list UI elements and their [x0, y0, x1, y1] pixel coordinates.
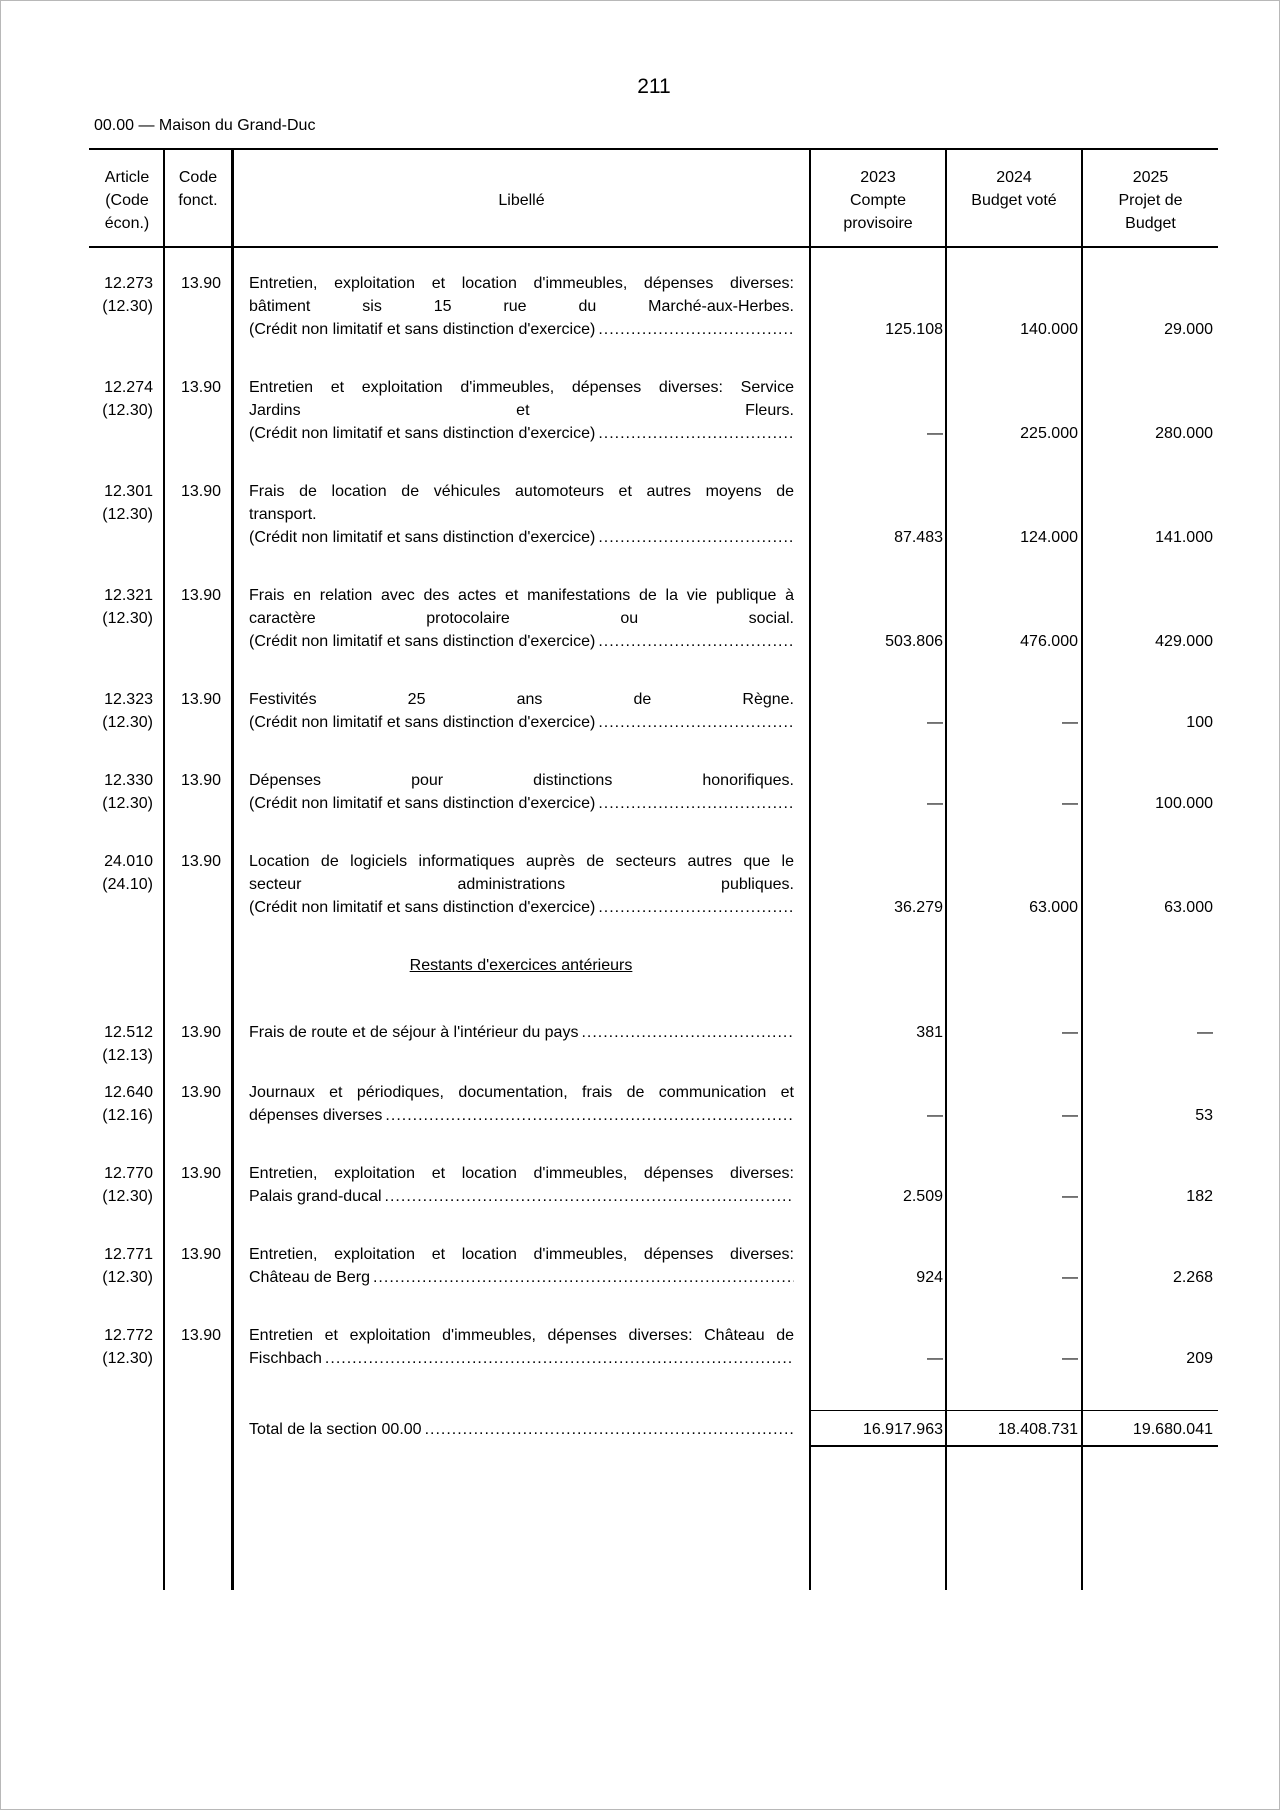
description: [249, 1021, 794, 1044]
value-2024: —: [1062, 1107, 1078, 1124]
article-code: [91, 1162, 153, 1208]
description-line: bâtiment sis 15 rue du Marché-aux-Herbes.: [249, 298, 794, 315]
total-bottom-rule: [810, 1445, 1218, 1447]
table-row: [1, 1162, 1280, 1252]
value-2025: 29.000: [1164, 321, 1213, 338]
header-bottom-rule: [89, 246, 1218, 248]
economic-code: (12.30): [102, 298, 153, 315]
description-last-line: Château de Berg .....: [249, 1266, 794, 1289]
economic-code: (12.13): [102, 1047, 153, 1064]
economic-code: (12.16): [102, 1107, 153, 1124]
functional-code: 13.90: [180, 772, 221, 789]
description-line: caractère protocolaire ou social.: [249, 610, 794, 627]
functional-code: 13.90: [180, 1327, 221, 1344]
article-code: [91, 1081, 153, 1127]
description-last-line: (Crédit non limitatif et sans distinction d'exercice) .....: [249, 422, 794, 445]
value-2024: 225.000: [1020, 425, 1078, 442]
total-label: Total de la section 00.00 .....: [249, 1418, 794, 1441]
functional-code: 13.90: [180, 379, 221, 396]
description-last-line: (Crédit non limitatif et sans distinction d'exercice) .....: [249, 526, 794, 549]
table-row: [1, 584, 1280, 674]
description: [249, 688, 794, 734]
value-2023: 381: [916, 1024, 943, 1041]
description-line: secteur administrations publiques.: [249, 876, 794, 893]
article-number: 12.640: [104, 1084, 153, 1101]
article-code: [91, 1243, 153, 1289]
value-2023: 2.509: [902, 1188, 943, 1205]
total-2024: 18.408.731: [997, 1421, 1078, 1438]
article-number: 12.301: [104, 483, 153, 500]
description: [249, 1243, 794, 1289]
description-line: Dépenses pour distinctions honorifiques.: [249, 772, 794, 789]
description-line: Entretien et exploitation d'immeubles, dépenses diverses: Château de: [249, 1327, 794, 1344]
dot-leader: [598, 896, 794, 919]
description-last-line: (Crédit non limitatif et sans distinction d'exercice) .....: [249, 630, 794, 653]
header-libelle: Libellé: [498, 192, 545, 209]
article-number: 12.770: [104, 1165, 153, 1182]
description: [249, 850, 794, 919]
value-2023: —: [927, 714, 943, 731]
value-2023: —: [927, 1350, 943, 1367]
table-row: [1, 272, 1280, 362]
article-code: [91, 1324, 153, 1370]
article-code: [91, 850, 153, 896]
value-2024: —: [1062, 795, 1078, 812]
value-2023: 503.806: [885, 633, 943, 650]
functional-code: 13.90: [180, 483, 221, 500]
section-title: 00.00 — Maison du Grand-Duc: [94, 117, 316, 134]
table-row: [1, 1081, 1280, 1171]
total-2023: 16.917.963: [862, 1421, 943, 1438]
value-2023: —: [927, 425, 943, 442]
article-code: [91, 688, 153, 734]
table-row: [1, 769, 1280, 859]
economic-code: (12.30): [102, 1269, 153, 1286]
dot-leader: [598, 422, 794, 445]
article-number: 12.323: [104, 691, 153, 708]
value-2023: 87.483: [894, 529, 943, 546]
description-last-line: (Crédit non limitatif et sans distinction d'exercice) .....: [249, 711, 794, 734]
description-line: Entretien, exploitation et location d'immeubles, dépenses diverses:: [249, 1165, 794, 1182]
description-line: Frais de location de véhicules automoteurs et autres moyens de: [249, 483, 794, 500]
description-line: Frais en relation avec des actes et manifestations de la vie publique à: [249, 587, 794, 604]
economic-code: (12.30): [102, 610, 153, 627]
description-line: Jardins et Fleurs.: [249, 402, 794, 419]
dot-leader: [385, 1185, 794, 1208]
article-code: [91, 480, 153, 526]
total-2025: 19.680.041: [1132, 1421, 1213, 1438]
article-number: 12.771: [104, 1246, 153, 1263]
description-line: Journaux et périodiques, documentation, frais de communication et: [249, 1084, 794, 1101]
article-number: 12.330: [104, 772, 153, 789]
header-code-fonct: Code fonct.: [178, 169, 218, 209]
description-last-line: Fischbach .....: [249, 1347, 794, 1370]
article-number: 12.274: [104, 379, 153, 396]
table-row: [1, 376, 1280, 466]
description-last-line: Frais de route et de séjour à l'intérieur du pays .....: [249, 1021, 794, 1044]
table-row: [1, 850, 1280, 940]
value-2023: —: [927, 1107, 943, 1124]
economic-code: (12.30): [102, 1350, 153, 1367]
value-2024: 476.000: [1020, 633, 1078, 650]
economic-code: (12.30): [102, 795, 153, 812]
value-2025: 63.000: [1164, 899, 1213, 916]
dot-leader: [373, 1266, 794, 1289]
functional-code: 13.90: [180, 853, 221, 870]
description-line: Festivités 25 ans de Règne.: [249, 691, 794, 708]
dot-leader: [598, 711, 794, 734]
header-2024: 2024 Budget voté: [971, 169, 1057, 209]
header-2025: 2025 Projet de Budget: [1118, 169, 1183, 232]
table-row: [1, 1324, 1280, 1414]
description-line: Entretien, exploitation et location d'immeubles, dépenses diverses:: [249, 1246, 794, 1263]
value-2024: —: [1062, 714, 1078, 731]
description-last-line: Palais grand-ducal .....: [249, 1185, 794, 1208]
economic-code: (24.10): [102, 876, 153, 893]
sub-heading: Restants d'exercices antérieurs: [409, 957, 633, 974]
header-article: Article (Code écon.): [104, 169, 150, 232]
description-last-line: (Crédit non limitatif et sans distinction d'exercice) .....: [249, 792, 794, 815]
functional-code: 13.90: [180, 587, 221, 604]
description-last-line: (Crédit non limitatif et sans distinction d'exercice) .....: [249, 318, 794, 341]
value-2024: —: [1062, 1269, 1078, 1286]
article-number: 12.321: [104, 587, 153, 604]
description-last-line: dépenses diverses .....: [249, 1104, 794, 1127]
total-row: [1, 1418, 1280, 1442]
description-last-line: (Crédit non limitatif et sans distinction d'exercice) .....: [249, 896, 794, 919]
description: [249, 769, 794, 815]
economic-code: (12.30): [102, 714, 153, 731]
description: [249, 584, 794, 653]
dot-leader: [385, 1104, 794, 1127]
value-2023: —: [927, 795, 943, 812]
dot-leader: [598, 318, 794, 341]
value-2024: —: [1062, 1350, 1078, 1367]
dot-leader: [581, 1021, 794, 1044]
description-line: Entretien et exploitation d'immeubles, dépenses diverses: Service: [249, 379, 794, 396]
value-2025: 182: [1186, 1188, 1213, 1205]
dot-leader: [325, 1347, 794, 1370]
functional-code: 13.90: [180, 275, 221, 292]
value-2025: 53: [1195, 1107, 1213, 1124]
article-code: [91, 272, 153, 318]
value-2025: —: [1197, 1024, 1213, 1041]
table-row: [1, 688, 1280, 778]
value-2025: 429.000: [1155, 633, 1213, 650]
description: [249, 1081, 794, 1127]
article-code: [91, 584, 153, 630]
dot-leader: [598, 526, 794, 549]
table-top-rule: [89, 148, 1218, 150]
article-number: 12.512: [104, 1024, 153, 1041]
article-number: 12.273: [104, 275, 153, 292]
economic-code: (12.30): [102, 402, 153, 419]
article-number: 24.010: [104, 853, 153, 870]
functional-code: 13.90: [180, 1084, 221, 1101]
description: [249, 1324, 794, 1370]
value-2023: 36.279: [894, 899, 943, 916]
value-2023: 924: [916, 1269, 943, 1286]
value-2025: 100.000: [1155, 795, 1213, 812]
article-code: [91, 376, 153, 422]
description: [249, 272, 794, 341]
dot-leader: [598, 792, 794, 815]
value-2024: —: [1062, 1188, 1078, 1205]
description: [249, 480, 794, 549]
article-number: 12.772: [104, 1327, 153, 1344]
value-2024: —: [1062, 1024, 1078, 1041]
description-line: Entretien, exploitation et location d'immeubles, dépenses diverses:: [249, 275, 794, 292]
value-2025: 100: [1186, 714, 1213, 731]
functional-code: 13.90: [180, 1165, 221, 1182]
value-2025: 141.000: [1155, 529, 1213, 546]
value-2025: 280.000: [1155, 425, 1213, 442]
description: [249, 1162, 794, 1208]
description: [249, 376, 794, 445]
value-2024: 124.000: [1020, 529, 1078, 546]
value-2025: 2.268: [1172, 1269, 1213, 1286]
article-code: [91, 1021, 153, 1067]
value-2024: 63.000: [1029, 899, 1078, 916]
functional-code: 13.90: [180, 691, 221, 708]
functional-code: 13.90: [180, 1024, 221, 1041]
functional-code: 13.90: [180, 1246, 221, 1263]
header-2023: 2023 Compte provisoire: [843, 169, 913, 232]
article-code: [91, 769, 153, 815]
economic-code: (12.30): [102, 1188, 153, 1205]
value-2025: 209: [1186, 1350, 1213, 1367]
value-2023: 125.108: [885, 321, 943, 338]
table-row: [1, 1243, 1280, 1333]
table-row: [1, 480, 1280, 570]
economic-code: (12.30): [102, 506, 153, 523]
description-line: transport.: [249, 506, 317, 523]
value-2024: 140.000: [1020, 321, 1078, 338]
page-number: 211: [637, 75, 671, 98]
description-line: Location de logiciels informatiques auprès de secteurs autres que le: [249, 853, 794, 870]
dot-leader: [598, 630, 794, 653]
